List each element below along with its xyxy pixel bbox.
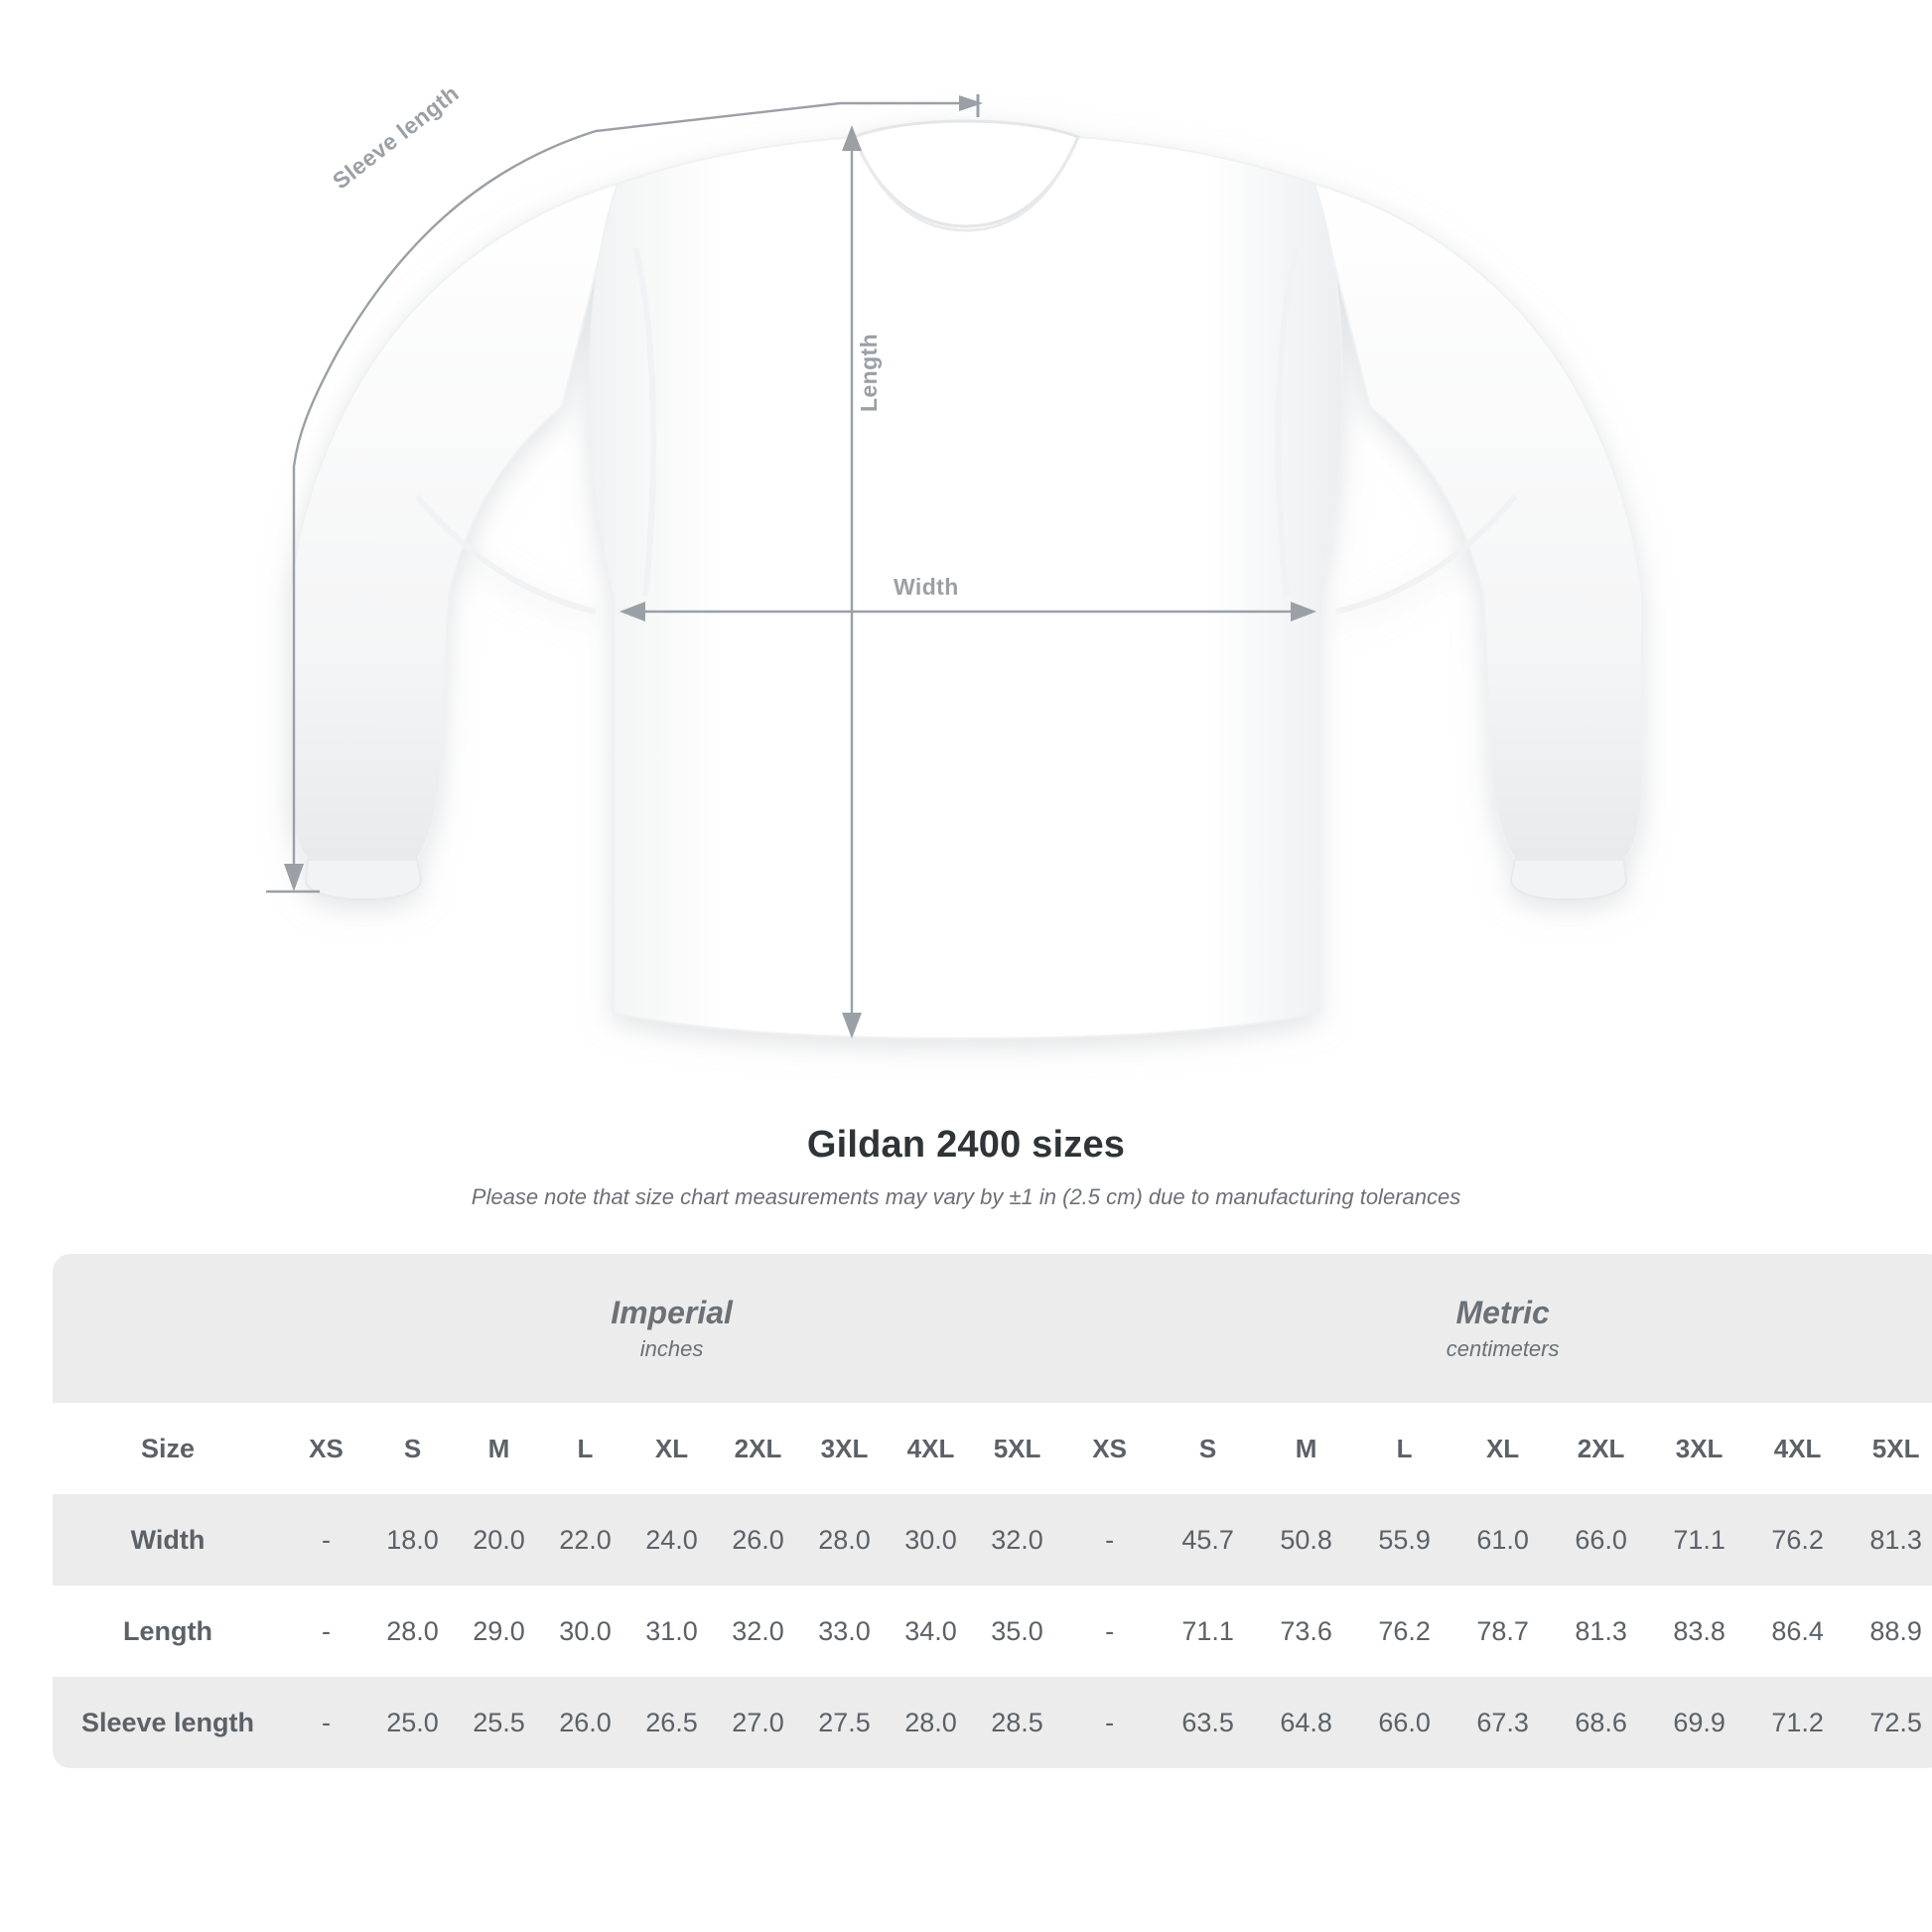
cell-width-imperial-xl: 24.0 [628, 1494, 715, 1586]
length-label: Length [856, 333, 882, 412]
cell-length-imperial-xs: - [283, 1586, 369, 1677]
cell-width-metric-s: 45.7 [1159, 1494, 1257, 1586]
size-table [53, 1254, 1932, 1768]
cell-length-imperial-l: 30.0 [542, 1586, 628, 1677]
width-label: Width [894, 574, 959, 600]
size-table-container [53, 1254, 1922, 1768]
unit-group-metric-sub: centimeters [1446, 1335, 1560, 1361]
cell-sleeve-imperial-5xl: 28.5 [974, 1677, 1060, 1768]
unit-header-spacer [53, 1254, 283, 1403]
cell-sleeve-imperial-2xl: 27.0 [715, 1677, 801, 1768]
cell-length-imperial-m: 29.0 [456, 1586, 542, 1677]
unit-header-row [53, 1254, 1932, 1403]
cell-sleeve-metric-5xl: 72.5 [1847, 1677, 1932, 1768]
cell-sleeve-imperial-m: 25.5 [456, 1677, 542, 1768]
cell-sleeve-metric-2xl: 68.6 [1552, 1677, 1650, 1768]
unit-group-metric [1060, 1254, 1932, 1403]
measurement-tolerance-note: Please note that size chart measurements may vary by ±1 in (2.5 cm) due to manufacturing tolerances [471, 1184, 1461, 1209]
size-header-imperial-m: M [456, 1403, 542, 1494]
size-header-metric-3xl: 3XL [1650, 1403, 1748, 1494]
cell-width-imperial-4xl: 30.0 [888, 1494, 974, 1586]
cell-width-metric-4xl: 76.2 [1748, 1494, 1847, 1586]
cell-length-metric-2xl: 81.3 [1552, 1586, 1650, 1677]
size-header-metric-m: M [1257, 1403, 1355, 1494]
unit-group-imperial-sub: inches [639, 1335, 704, 1361]
cell-length-imperial-2xl: 32.0 [715, 1586, 801, 1677]
cell-sleeve-imperial-3xl: 27.5 [801, 1677, 888, 1768]
cell-sleeve-imperial-s: 25.0 [369, 1677, 456, 1768]
cell-length-metric-l: 76.2 [1355, 1586, 1453, 1677]
cell-width-imperial-2xl: 26.0 [715, 1494, 801, 1586]
size-header-label: Size [53, 1403, 283, 1494]
cell-length-metric-xl: 78.7 [1453, 1586, 1552, 1677]
cell-length-imperial-s: 28.0 [369, 1586, 456, 1677]
cell-width-imperial-5xl: 32.0 [974, 1494, 1060, 1586]
cell-width-imperial-s: 18.0 [369, 1494, 456, 1586]
cell-sleeve-metric-l: 66.0 [1355, 1677, 1453, 1768]
page-title: Gildan 2400 sizes [806, 1124, 1126, 1166]
cell-sleeve-metric-xs: - [1060, 1677, 1159, 1768]
cell-width-metric-l: 55.9 [1355, 1494, 1453, 1586]
size-header-metric-5xl: 5XL [1847, 1403, 1932, 1494]
table-row [53, 1586, 1932, 1677]
size-header-metric-4xl: 4XL [1748, 1403, 1847, 1494]
unit-group-imperial [283, 1254, 1060, 1403]
unit-group-imperial-name: Imperial [611, 1294, 733, 1330]
cell-length-metric-4xl: 86.4 [1748, 1586, 1847, 1677]
cell-width-metric-5xl: 81.3 [1847, 1494, 1932, 1586]
cell-width-metric-xl: 61.0 [1453, 1494, 1552, 1586]
cell-length-metric-3xl: 83.8 [1650, 1586, 1748, 1677]
cell-sleeve-imperial-4xl: 28.0 [888, 1677, 974, 1768]
cell-length-metric-5xl: 88.9 [1847, 1586, 1932, 1677]
cell-sleeve-metric-s: 63.5 [1159, 1677, 1257, 1768]
shirt-shape [290, 121, 1642, 1038]
cell-sleeve-metric-4xl: 71.2 [1748, 1677, 1847, 1768]
cell-sleeve-imperial-xs: - [283, 1677, 369, 1768]
cell-length-imperial-xl: 31.0 [628, 1586, 715, 1677]
cell-sleeve-metric-3xl: 69.9 [1650, 1677, 1748, 1768]
cell-length-imperial-3xl: 33.0 [801, 1586, 888, 1677]
row-label-width: Width [53, 1494, 283, 1586]
cell-width-metric-m: 50.8 [1257, 1494, 1355, 1586]
size-header-imperial-s: S [369, 1403, 456, 1494]
cell-width-imperial-m: 20.0 [456, 1494, 542, 1586]
table-row [53, 1494, 1932, 1586]
cell-sleeve-imperial-l: 26.0 [542, 1677, 628, 1768]
size-header-imperial-2xl: 2XL [715, 1403, 801, 1494]
cell-sleeve-imperial-xl: 26.5 [628, 1677, 715, 1768]
cell-length-metric-m: 73.6 [1257, 1586, 1355, 1677]
size-header-imperial-5xl: 5XL [974, 1403, 1060, 1494]
cell-length-imperial-4xl: 34.0 [888, 1586, 974, 1677]
cell-length-imperial-5xl: 35.0 [974, 1586, 1060, 1677]
size-header-imperial-xs: XS [283, 1403, 369, 1494]
cell-width-metric-2xl: 66.0 [1552, 1494, 1650, 1586]
cell-width-imperial-xs: - [283, 1494, 369, 1586]
cell-width-metric-xs: - [1060, 1494, 1159, 1586]
size-header-imperial-xl: XL [628, 1403, 715, 1494]
row-label-sleeve-length: Sleeve length [53, 1677, 283, 1768]
cell-length-metric-xs: - [1060, 1586, 1159, 1677]
cell-sleeve-metric-m: 64.8 [1257, 1677, 1355, 1768]
size-header-row [53, 1403, 1932, 1494]
cell-width-metric-3xl: 71.1 [1650, 1494, 1748, 1586]
cell-length-metric-s: 71.1 [1159, 1586, 1257, 1677]
size-header-imperial-3xl: 3XL [801, 1403, 888, 1494]
cell-width-imperial-3xl: 28.0 [801, 1494, 888, 1586]
cell-width-imperial-l: 22.0 [542, 1494, 628, 1586]
size-header-metric-xl: XL [1453, 1403, 1552, 1494]
cell-sleeve-metric-xl: 67.3 [1453, 1677, 1552, 1768]
size-header-imperial-4xl: 4XL [888, 1403, 974, 1494]
title-block [0, 1124, 1932, 1210]
size-header-metric-l: L [1355, 1403, 1453, 1494]
size-header-imperial-l: L [542, 1403, 628, 1494]
size-header-metric-2xl: 2XL [1552, 1403, 1650, 1494]
row-label-length: Length [53, 1586, 283, 1677]
size-header-metric-xs: XS [1060, 1403, 1159, 1494]
unit-group-metric-name: Metric [1455, 1294, 1550, 1330]
size-header-metric-s: S [1159, 1403, 1257, 1494]
sleeve-length-label: Sleeve length [328, 79, 464, 195]
table-row [53, 1677, 1932, 1768]
